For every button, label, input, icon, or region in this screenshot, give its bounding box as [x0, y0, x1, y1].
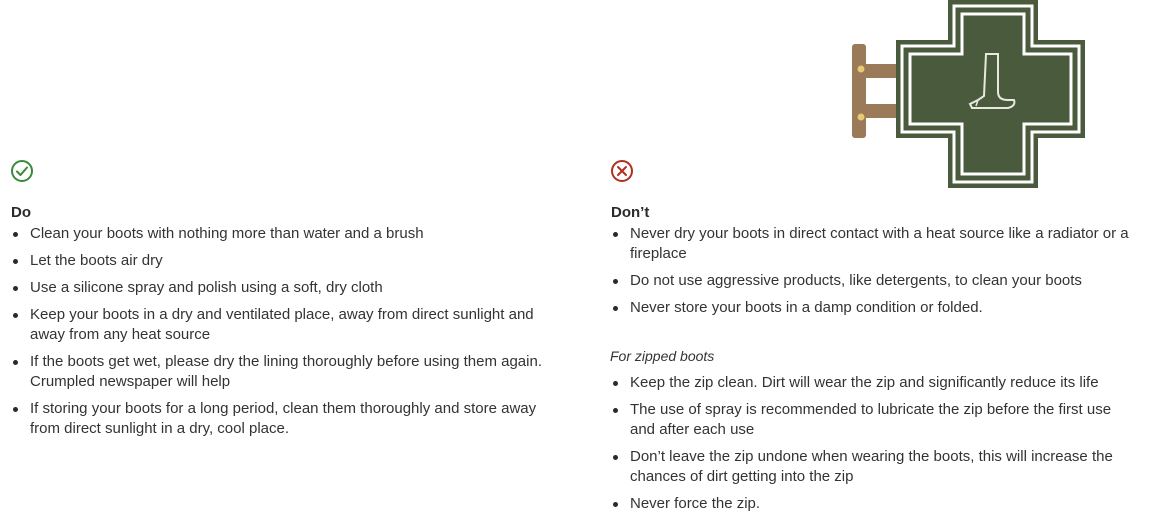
list-item: Keep the zip clean. Dirt will wear the zip and significantly reduce its life [610, 373, 1140, 393]
list-item: Let the boots air dry [10, 251, 550, 271]
list-item: Use a silicone spray and polish using a soft, dry cloth [10, 278, 550, 298]
list-item: Do not use aggressive products, like detergents, to clean your boots [610, 271, 1140, 291]
x-circle-icon [610, 159, 634, 183]
do-list [10, 224, 550, 446]
dont-list [610, 224, 1140, 325]
list-item: Never store your boots in a damp condition or folded. [610, 298, 1140, 318]
list-item: Keep your boots in a dry and ventilated place, away from direct sunlight and away from any heat source [10, 305, 550, 345]
dont-heading: Don’t [611, 204, 650, 221]
zipped-boots-list [610, 373, 1140, 521]
list-item: The use of spray is recommended to lubricate the zip before the first use and after each use [610, 400, 1140, 440]
do-heading: Do [11, 204, 31, 221]
list-item: If storing your boots for a long period, clean them thoroughly and store away from direct sunlight in a dry, cool place. [10, 399, 550, 439]
list-item: Never force the zip. [610, 494, 1140, 514]
first-aid-boot-illustration [848, 0, 1088, 190]
list-item: If the boots get wet, please dry the lining thoroughly before using them again. Crumpled newspaper will help [10, 352, 550, 392]
list-item: Don’t leave the zip undone when wearing the boots, this will increase the chances of dirt getting into the zip [610, 447, 1140, 487]
list-item: Never dry your boots in direct contact with a heat source like a radiator or a fireplace [610, 224, 1140, 264]
list-item: Clean your boots with nothing more than water and a brush [10, 224, 550, 244]
zipped-boots-subheading: For zipped boots [610, 348, 715, 364]
first-aid-cross-boot-icon [848, 0, 1088, 190]
check-circle-icon [10, 159, 34, 183]
